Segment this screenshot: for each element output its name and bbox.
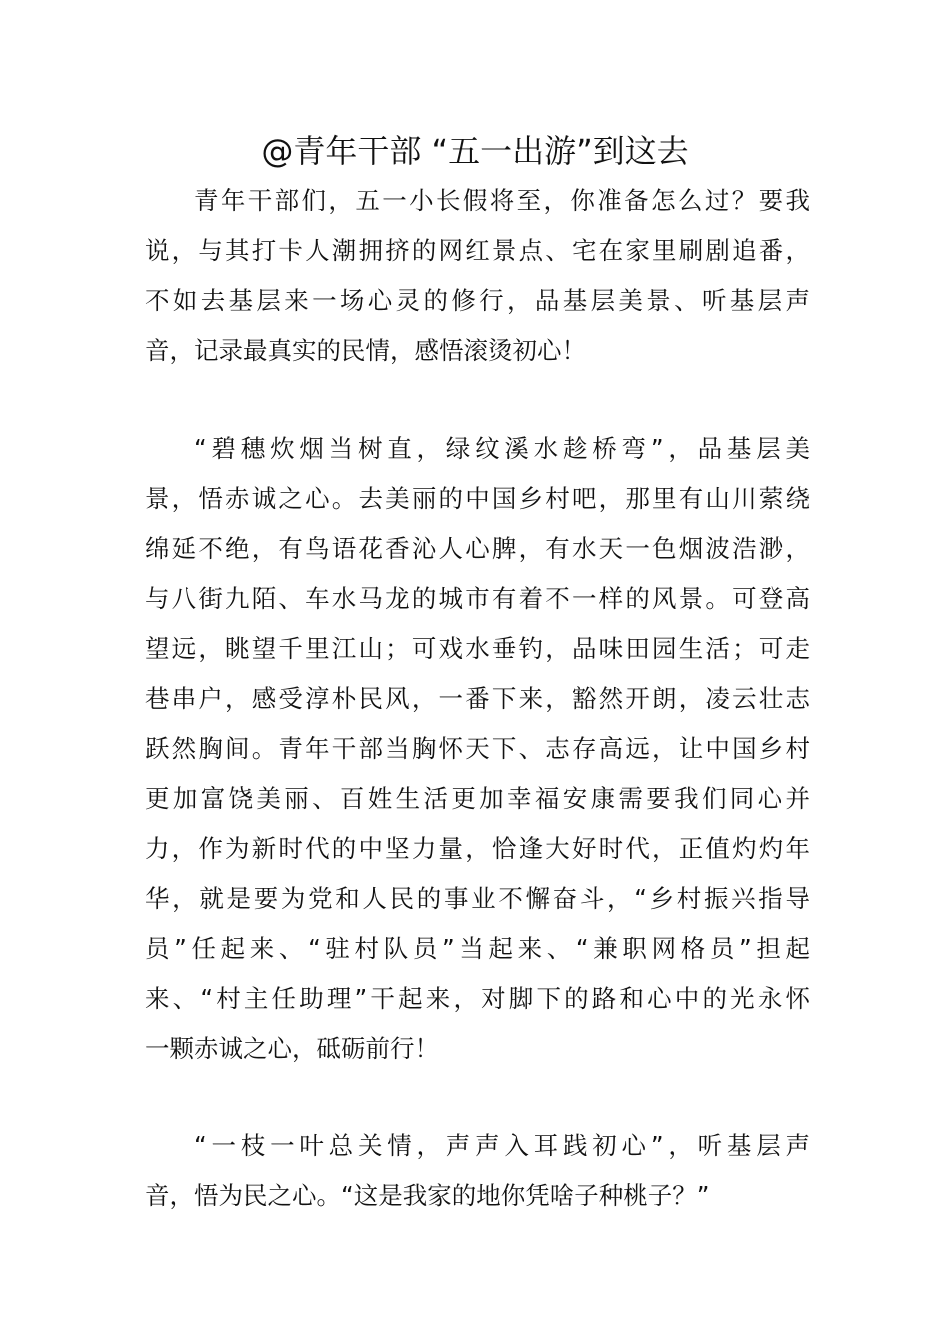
document-title: @青年干部 “五一出游”到这去 <box>261 132 689 170</box>
paragraph-line: 音，悟为民之心。“这是我家的地你凭啥子种桃子？” <box>145 1181 710 1210</box>
paragraph-line: 一颗赤诚之心，砥砺前行！ <box>145 1034 439 1063</box>
paragraph-line: “一枝一叶总关情，声声入耳践初心”，听基层声 <box>194 1131 810 1160</box>
paragraph-line: 与八街九陌、车水马龙的城市有着不一样的风景。可登高 <box>145 584 810 613</box>
paragraph-line: 景，悟赤诚之心。去美丽的中国乡村吧，那里有山川萦绕 <box>145 484 810 513</box>
paragraph-line: 绵延不绝，有鸟语花香沁人心脾，有水天一色烟波浩渺， <box>145 534 810 563</box>
paragraph-line: 音，记录最真实的民情，感悟滚烫初心！ <box>145 336 586 365</box>
paragraph-scenery <box>145 424 810 1074</box>
paragraph-line: 说，与其打卡人潮拥挤的网红景点、宅在家里刷剧追番， <box>145 236 810 265</box>
paragraph-line: 巷串户，感受淳朴民风，一番下来，豁然开朗，凌云壮志 <box>145 684 810 713</box>
paragraph-voices <box>145 1121 810 1221</box>
paragraph-intro <box>145 176 810 376</box>
paragraph-line: 华，就是要为党和人民的事业不懈奋斗，“乡村振兴指导 <box>145 884 810 913</box>
paragraph-line: 不如去基层来一场心灵的修行，品基层美景、听基层声 <box>145 286 810 315</box>
paragraph-line: 力，作为新时代的中坚力量，恰逢大好时代，正值灼灼年 <box>145 834 810 863</box>
paragraph-line: 来、“村主任助理”干起来，对脚下的路和心中的光永怀 <box>145 984 810 1013</box>
paragraph-line: 更加富饶美丽、百姓生活更加幸福安康需要我们同心并 <box>145 784 810 813</box>
paragraph-line: 员”任起来、“驻村队员”当起来、“兼职网格员”担起 <box>145 934 810 963</box>
paragraph-line: “碧穗炊烟当树直，绿纹溪水趁桥弯”，品基层美 <box>194 434 810 463</box>
paragraph-line: 青年干部们，五一小长假将至，你准备怎么过？要我 <box>194 186 810 215</box>
paragraph-line: 跃然胸间。青年干部当胸怀天下、志存高远，让中国乡村 <box>145 734 810 763</box>
paragraph-line: 望远，眺望千里江山；可戏水垂钓，品味田园生活；可走 <box>145 634 810 663</box>
